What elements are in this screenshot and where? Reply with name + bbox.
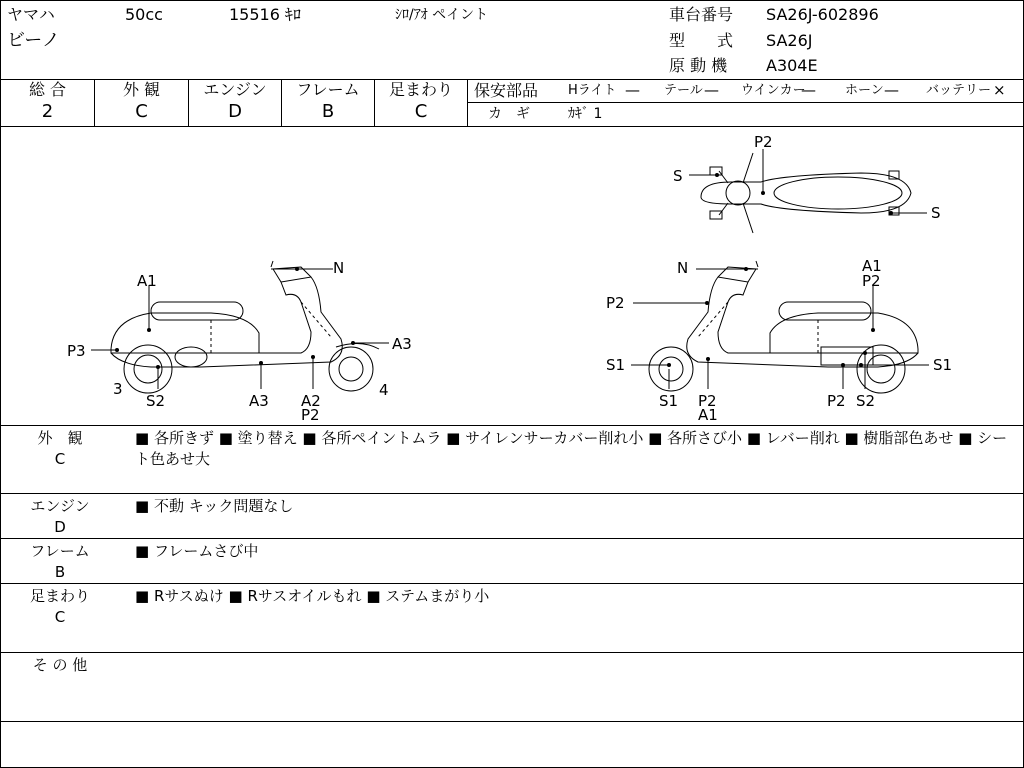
note-text: ■ 不動 キック問題なし — [135, 497, 294, 515]
note-category — [15, 655, 105, 676]
part-horn-status: — — [884, 81, 899, 99]
note-category-grade: C — [54, 450, 66, 468]
label-a2: A2 — [301, 392, 321, 410]
key-value: ｶｷﾞ 1 — [568, 106, 603, 122]
model-name: ビーノ — [7, 30, 60, 51]
note-category — [15, 586, 105, 628]
model-type-value: SA26J — [766, 31, 813, 50]
label-a3: A3 — [249, 392, 269, 410]
grade-label: 外 観 — [122, 80, 161, 99]
grade-engine — [189, 79, 282, 126]
label-s: S — [931, 204, 941, 222]
note-category — [15, 428, 105, 470]
label-p2: P2 — [754, 133, 773, 151]
leader-dots — [115, 173, 893, 369]
engine-label: 原 動 機 — [669, 56, 728, 75]
note-category-grade: B — [54, 563, 66, 581]
label-s1: S1 — [933, 356, 953, 374]
engine-value: A304E — [766, 56, 818, 75]
safety-parts — [468, 79, 1023, 126]
label-4: 4 — [379, 381, 389, 399]
damage-diagram — [1, 127, 1023, 426]
part-headlight-name: Hライト — [568, 83, 617, 98]
note-other — [1, 653, 1023, 722]
note-category-label: 外 観 — [37, 429, 83, 447]
label-a1: A1 — [862, 257, 882, 275]
note-category — [15, 496, 105, 538]
note-category-label: フレーム — [30, 542, 90, 560]
safety-parts-title: 保安部品 — [474, 81, 539, 100]
grade-overall — [1, 79, 95, 126]
label-a1: A1 — [698, 406, 718, 424]
grade-value: C — [414, 101, 428, 122]
label-a3: A3 — [392, 335, 412, 353]
label-s1: S1 — [606, 356, 626, 374]
diagram-labels — [67, 133, 952, 424]
frame-number-label: 車台番号 — [669, 5, 734, 24]
part-headlight-status: — — [625, 81, 640, 99]
grades-row — [1, 79, 1023, 127]
grade-value: D — [228, 101, 242, 122]
grade-label: フレーム — [296, 80, 360, 99]
note-text: ■ フレームさび中 — [135, 542, 259, 560]
part-tail-name: テール — [664, 83, 703, 98]
label-p2: P2 — [698, 392, 717, 410]
part-battery-name: バッテリー — [926, 83, 992, 98]
grade-value: C — [135, 101, 148, 122]
label-p3: P3 — [67, 342, 86, 360]
part-battery-status: × — [993, 81, 1006, 99]
label-p2: P2 — [862, 272, 881, 290]
safety-parts-row — [468, 79, 1023, 103]
label-p2: P2 — [827, 392, 846, 410]
key-row — [468, 103, 1023, 126]
scooter-top-view — [701, 153, 911, 233]
grade-label: 足まわり — [388, 80, 453, 99]
mileage: 15516 ｷﾛ — [229, 5, 301, 24]
maker: ヤマハ — [7, 5, 55, 24]
note-category-label: エンジン — [30, 497, 90, 515]
part-winker-status: — — [801, 81, 816, 99]
note-category-label: そ の 他 — [32, 656, 88, 674]
label-s: S — [673, 167, 683, 185]
model-type-label: 型 式 — [669, 31, 734, 50]
label-s1: S1 — [659, 392, 679, 410]
label-s2: S2 — [146, 392, 166, 410]
note-category-grade: D — [54, 518, 66, 536]
note-text: ■ 各所きず ■ 塗り替え ■ 各所ペイントムラ ■ サイレンサーカバー削れ小 ■ 各所さび小 ■ レバー削れ ■ 樹脂部色あせ ■ シート色あせ大 — [135, 429, 1008, 468]
scooter-diagram — [1, 127, 1023, 425]
header — [1, 1, 1023, 80]
label-p2: P2 — [301, 406, 320, 424]
frame-number-value: SA26J-602896 — [766, 5, 879, 24]
grade-suspension — [375, 79, 468, 126]
part-tail-status: — — [704, 81, 719, 99]
label-a1: A1 — [137, 272, 157, 290]
grade-value: B — [321, 101, 335, 122]
label-p2: P2 — [606, 294, 625, 312]
label-s2: S2 — [856, 392, 876, 410]
note-text: ■ Rサスぬけ ■ Rサスオイルもれ ■ ステムまがり小 — [135, 587, 490, 605]
grade-label: エンジン — [203, 80, 267, 99]
note-frame — [1, 539, 1023, 584]
grade-value: 2 — [41, 101, 54, 122]
note-exterior — [1, 426, 1023, 494]
note-category-grade: C — [54, 608, 66, 626]
note-category — [15, 541, 105, 583]
grade-exterior — [95, 79, 189, 126]
color: ｼﾛ/ｱｵ ペイント — [395, 7, 489, 23]
part-horn-name: ホーン — [845, 83, 884, 98]
displacement: 50cc — [125, 5, 163, 24]
note-suspension — [1, 584, 1023, 653]
label-3: 3 — [113, 380, 123, 398]
note-category-label: 足まわり — [29, 587, 90, 605]
key-label: カ ギ — [488, 106, 530, 122]
grade-label: 総 合 — [28, 80, 67, 99]
part-winker-name: ウインカー — [741, 83, 806, 98]
grade-frame — [282, 79, 375, 126]
label-n: N — [677, 259, 689, 277]
note-engine — [1, 494, 1023, 539]
label-n: N — [333, 259, 345, 277]
